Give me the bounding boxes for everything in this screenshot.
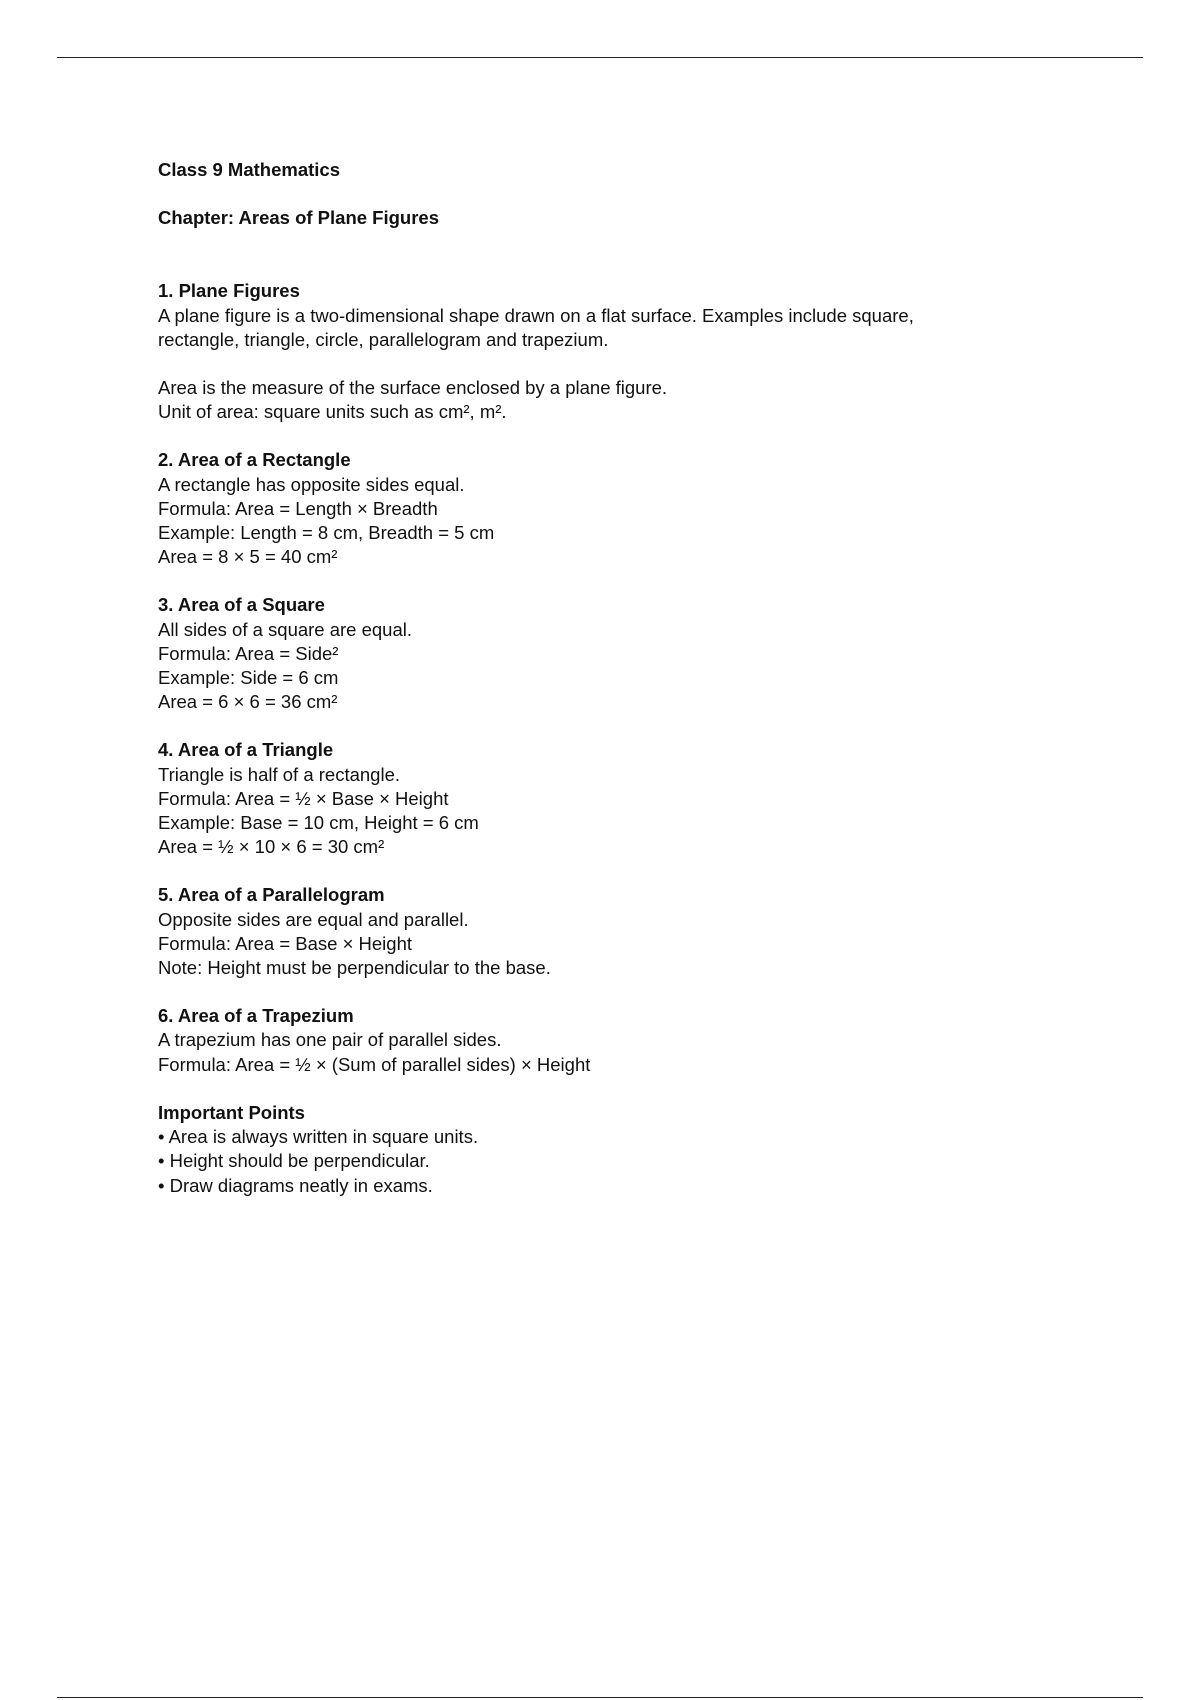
- text-line: Unit of area: square units such as cm², m².: [158, 401, 507, 423]
- text-line: All sides of a square are equal.: [158, 618, 413, 640]
- section-heading: 2. Area of a Rectangle: [158, 449, 351, 471]
- formula-line: Formula: Area = Base × Height: [158, 932, 412, 954]
- text-line: Opposite sides are equal and parallel.: [158, 908, 469, 930]
- section-trapezium: [158, 1004, 1058, 1077]
- document-body: [158, 158, 1058, 1198]
- result-line: Area = ½ × 10 × 6 = 30 cm²: [158, 836, 385, 858]
- bullet-item: • Draw diagrams neatly in exams.: [158, 1174, 433, 1196]
- text-line: Area is the measure of the surface enclosed by a plane figure.: [158, 377, 668, 399]
- text-line: A trapezium has one pair of parallel sides.: [158, 1029, 502, 1051]
- section-important-points: [158, 1101, 1058, 1198]
- section-heading: 6. Area of a Trapezium: [158, 1005, 354, 1027]
- document-title: Class 9 Mathematics: [158, 159, 341, 180]
- note-line: Note: Height must be perpendicular to the base.: [158, 957, 551, 979]
- bullet-item: • Height should be perpendicular.: [158, 1150, 430, 1172]
- section-heading: 1. Plane Figures: [158, 280, 300, 302]
- result-line: Area = 8 × 5 = 40 cm²: [158, 546, 338, 568]
- text-line: A rectangle has opposite sides equal.: [158, 473, 465, 495]
- example-line: Example: Length = 8 cm, Breadth = 5 cm: [158, 522, 495, 544]
- section-heading: 4. Area of a Triangle: [158, 739, 334, 761]
- section-plane-figures: [158, 279, 1058, 424]
- section-heading: 3. Area of a Square: [158, 594, 325, 616]
- formula-line: Formula: Area = Side²: [158, 642, 339, 664]
- text-line: Triangle is half of a rectangle.: [158, 763, 400, 785]
- text-line: A plane figure is a two-dimensional shape drawn on a flat surface. Examples include square,: [158, 304, 914, 326]
- formula-line: Formula: Area = Length × Breadth: [158, 497, 438, 519]
- example-line: Example: Base = 10 cm, Height = 6 cm: [158, 812, 479, 834]
- bullet-item: • Area is always written in square units.: [158, 1126, 479, 1148]
- text-line: rectangle, triangle, circle, parallelogram and trapezium.: [158, 328, 609, 350]
- section-parallelogram: [158, 883, 1058, 980]
- formula-line: Formula: Area = ½ × (Sum of parallel sides) × Height: [158, 1053, 591, 1075]
- section-rectangle: [158, 448, 1058, 569]
- section-square: [158, 593, 1058, 714]
- section-triangle: [158, 738, 1058, 859]
- chapter-title: Chapter: Areas of Plane Figures: [158, 207, 439, 229]
- bottom-rule: [57, 1697, 1143, 1698]
- example-line: Example: Side = 6 cm: [158, 667, 339, 689]
- top-rule: [57, 57, 1143, 58]
- section-heading: Important Points: [158, 1101, 305, 1123]
- formula-line: Formula: Area = ½ × Base × Height: [158, 787, 449, 809]
- result-line: Area = 6 × 6 = 36 cm²: [158, 691, 338, 713]
- section-heading: 5. Area of a Parallelogram: [158, 884, 385, 906]
